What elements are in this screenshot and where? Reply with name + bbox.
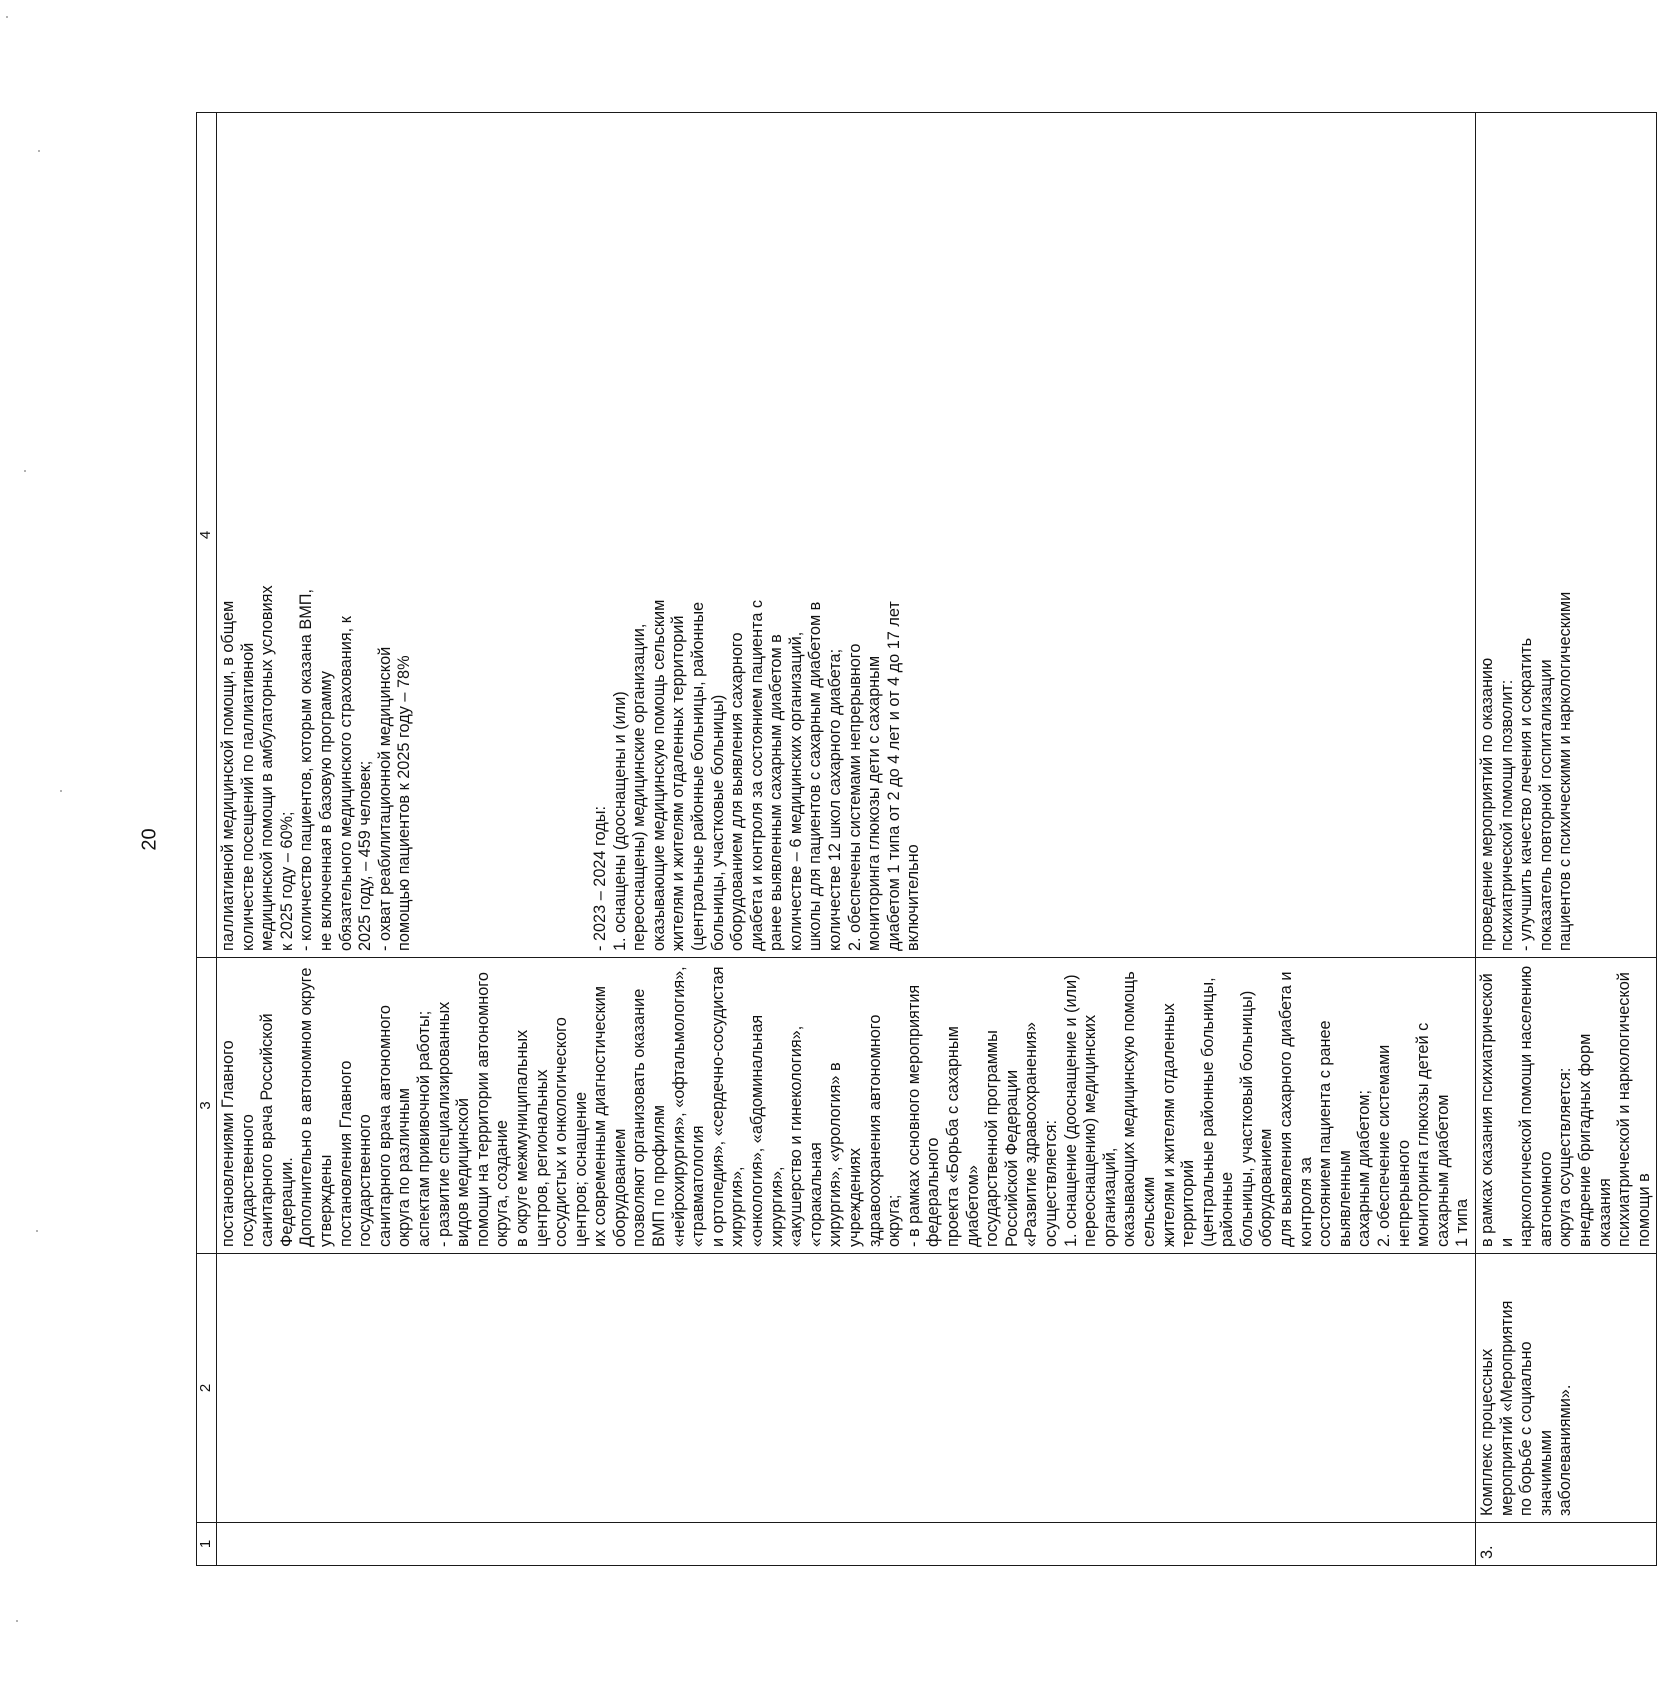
rotated-table-container — [196, 112, 1653, 1566]
cell-results: проведение мероприятий по оказанию психиатрической помощи позволит: - улучшить качество лечения и сократить показатель повторной госпитализации пациентов с психическими и наркологическими — [1476, 113, 1657, 958]
cell-program-name: Комплекс процессных мероприятий «Мероприятия по борьбе с социально значимыми заболеваниями». — [1476, 1254, 1657, 1523]
results-text-part2: - 2023 – 2024 годы: 1. оснащены (дооснащены и (или) переоснащены) медицинские организации, оказывающие медицинскую помощь сельским жителям и жителям отдаленных территорий (центральные районные больницы, районные больницы, участковые больницы) оборудованием для выявления сахарного диабета и контроля за состоянием пациента с ранее выявленным сахарным диабетом в количестве – 6 медицинских организаций, школы для пациентов с сахарным диабетом в количестве 12 школ сахарного диабета; 2. обеспечены системами непрерывного мониторинга глюкозы дети с сахарным диабетом 1 типа от 2 до 4 лет и от 4 до 17 лет включительно — [590, 599, 923, 951]
program-table — [196, 112, 1657, 1566]
results-text-part1: паллиативной медицинской помощи, в общем количестве посещений по паллиативной медицинской помощи в амбулаторных условиях к 2025 году – 60%; - количество пациентов, которым оказана ВМП, не включенная в базовую программу обязательного медицинского страхования, к 2025 году, – 459 человек; - охват реабилитационной медицинской помощью пациентов к 2025 году – 78% — [219, 585, 414, 951]
results-spacer — [415, 119, 591, 951]
cell-number: 3. — [1476, 1523, 1657, 1566]
cell-measures: постановлениями Главного государственного санитарного врача Российской Федерации. Дополнительно в автономном округе утверждены постановления Главного государственного санитарного врача автономного округа по различным аспектам прививочной работы; - развитие специализированных видов медицинской помощи на территории автономного округа, создание в округе межмуниципальных центров, региональных сосудистых и онкологического центров; оснащение их современным диагностическим оборудованием позволяют организовать оказание ВМП по профилям «нейрохирургия», «офтальмология», «травматология и ортопедия», «сердечно-сосудистая хирургия», «онкология», «абдоминальная хирургия», «акушерство и гинекология», «торакальная хирургия», «урология» в учреждениях здравоохранения автономного округа; - в рамках основного мероприятия федерального проекта «Борьба с сахарным диабетом» государственной программы Российской Федерации «Развитие здравоохранения» осуществляется: 1. оснащение (дооснащение и (или) переоснащению) медицинских организаций, оказывающих медицинскую помощь сельским жителям и жителям отдаленных территорий (центральные районные больницы, районные больницы, участковый больницы) оборудованием для выявления сахарного диабета и контроля за состоянием пациента с ранее выявленным сахарным диабетом; 2. обеспечение системами непрерывного мониторинга глюкозы детей с сахарным диабетом 1 типа — [217, 958, 1476, 1254]
cell-program-name — [217, 1254, 1476, 1523]
table-row — [217, 113, 1476, 1566]
table-header-row — [197, 113, 217, 1566]
cell-results — [217, 113, 1476, 958]
header-cell-1: 1 — [197, 1523, 217, 1566]
header-cell-2: 2 — [197, 1254, 217, 1523]
cell-measures: в рамках оказания психиатрической и наркологической помощи населению автономного округа осуществляется: внедрение бригадных форм оказания психиатрической и наркологической помощи в — [1476, 958, 1657, 1254]
cell-number — [217, 1523, 1476, 1566]
scan-speck — [60, 790, 62, 792]
table-row — [1476, 113, 1657, 1566]
scan-speck — [38, 150, 40, 152]
header-cell-4: 4 — [197, 113, 217, 958]
scan-speck — [6, 16, 8, 18]
header-cell-3: 3 — [197, 958, 217, 1254]
scan-speck — [16, 1620, 18, 1622]
page-number: 20 — [138, 828, 161, 851]
scan-speck — [36, 1230, 38, 1232]
scan-speck — [24, 470, 26, 472]
